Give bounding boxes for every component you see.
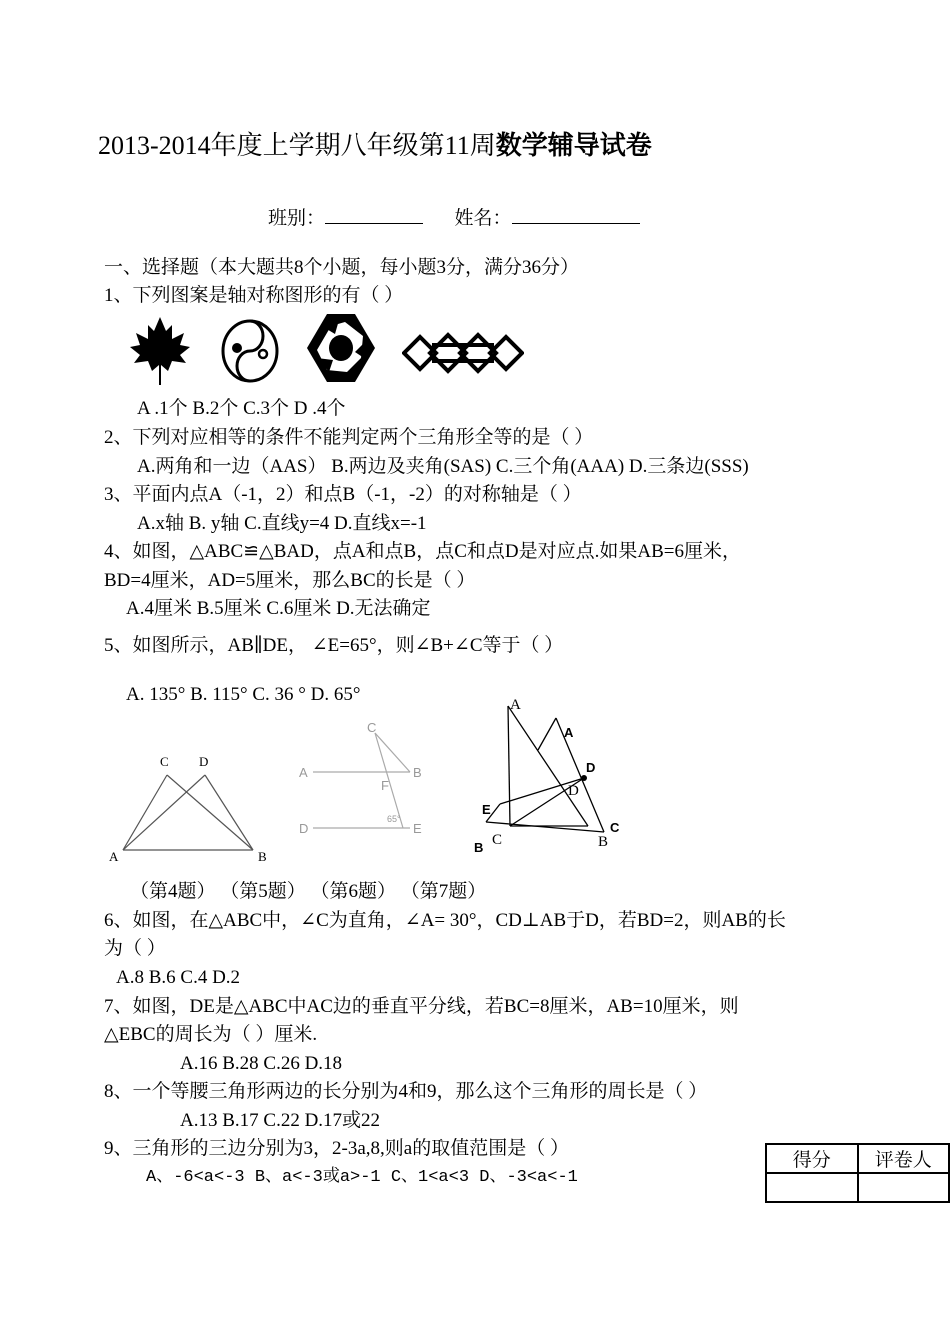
fig5-label-b: B bbox=[413, 765, 422, 780]
fig4-label-c: C bbox=[160, 754, 169, 769]
fig5-label-a: A bbox=[299, 765, 308, 780]
figure-captions: （第4题） （第5题） （第6题） （第7题） bbox=[130, 881, 487, 902]
hexagon-pattern-icon bbox=[305, 312, 377, 384]
score-label-cell: 得分 bbox=[766, 1144, 858, 1173]
fig6-label-c: C bbox=[492, 832, 503, 848]
question-3: 3、平面内点A（-1，2）和点B（-1，-2）的对称轴是（ ） bbox=[104, 484, 582, 505]
question-5-options: A. 135° B. 115° C. 36 ° D. 65° bbox=[126, 684, 361, 705]
question-6-line-2: 为（ ） bbox=[104, 938, 166, 959]
fig7-label-a: A bbox=[564, 725, 574, 740]
fig6-label-a: A bbox=[510, 697, 521, 713]
question-2-options: A.两角和一边（AAS） B.两边及夹角(SAS) C.三个角(AAA) D.三条边(SSS) bbox=[137, 456, 749, 477]
exam-title-bold: 数学辅导试卷 bbox=[495, 131, 652, 160]
maple-leaf-icon bbox=[128, 315, 192, 387]
question-9-options: A、-6<a<-3 B、a<-3或a>-1 C、1<a<3 D、-3<a<-1 bbox=[146, 1168, 578, 1187]
figure-q6-q7 bbox=[470, 692, 630, 860]
question-9: 9、三角形的三边分别为3，2-3a,8,则a的取值范围是（ ） bbox=[104, 1138, 569, 1159]
question-8-options: A.13 B.17 C.22 D.17或22 bbox=[180, 1110, 381, 1131]
question-4-options: A.4厘米 B.5厘米 C.6厘米 D.无法确定 bbox=[126, 598, 431, 619]
question-3-options: A.x轴 B. y轴 C.直线y=4 D.直线x=-1 bbox=[137, 513, 427, 534]
fig5-label-c: C bbox=[367, 720, 377, 735]
fig4-label-a: A bbox=[109, 849, 119, 864]
knot-pattern-icon bbox=[402, 328, 524, 378]
student-info-row bbox=[268, 203, 640, 231]
question-6-options: A.8 B.6 C.4 D.2 bbox=[116, 967, 241, 988]
name-label: 姓名： bbox=[454, 208, 512, 229]
exam-title bbox=[98, 130, 652, 162]
fig4-label-b: B bbox=[258, 849, 267, 864]
fig7-label-d: D bbox=[586, 760, 596, 775]
question-8: 8、一个等腰三角形两边的长分别为4和9，那么这个三角形的周长是（ ） bbox=[104, 1081, 708, 1102]
question-7-options: A.16 B.28 C.26 D.18 bbox=[180, 1053, 343, 1074]
fig5-angle-label: 65° bbox=[387, 814, 401, 824]
question-4-line-1: 4、如图，△ABC≌△BAD，点A和点B，点C和点D是对应点.如果AB=6厘米， bbox=[104, 541, 741, 562]
question-1: 1、下列图案是轴对称图形的有（ ） bbox=[104, 285, 404, 306]
score-table bbox=[765, 1143, 950, 1203]
yin-yang-icon bbox=[220, 318, 280, 384]
section-heading: 一、选择题（本大题共8个小题，每小题3分，满分36分） bbox=[104, 257, 580, 278]
question-4-line-2: BD=4厘米，AD=5厘米，那么BC的长是（ ） bbox=[104, 570, 476, 591]
figure-q4 bbox=[105, 750, 275, 865]
figure-q5 bbox=[295, 718, 435, 843]
grader-value-cell[interactable] bbox=[858, 1173, 950, 1202]
fig5-label-d: D bbox=[299, 821, 309, 836]
question-1-options: A .1个 B.2个 C.3个 D .4个 bbox=[137, 398, 346, 419]
grader-label-cell: 评卷人 bbox=[858, 1144, 950, 1173]
score-value-cell[interactable] bbox=[766, 1173, 858, 1202]
fig4-label-d: D bbox=[199, 754, 209, 769]
question-5: 5、如图所示，AB∥DE， ∠E=65°，则∠B+∠C等于（ ） bbox=[104, 635, 564, 656]
question-7-line-1: 7、如图，DE是△ABC中AC边的垂直平分线，若BC=8厘米，AB=10厘米，则 bbox=[104, 996, 739, 1017]
name-field[interactable] bbox=[512, 203, 640, 224]
fig6-label-d: D bbox=[568, 783, 579, 799]
fig7-label-c: C bbox=[610, 820, 620, 835]
fig7-label-e: E bbox=[482, 802, 491, 817]
fig5-label-e: E bbox=[413, 821, 422, 836]
class-field[interactable] bbox=[325, 203, 423, 224]
fig5-label-f: F bbox=[381, 778, 389, 793]
exam-title-main: 2013-2014年度上学期八年级第11周 bbox=[98, 131, 496, 160]
question-2: 2、下列对应相等的条件不能判定两个三角形全等的是（ ） bbox=[104, 427, 594, 448]
question-6-line-1: 6、如图，在△ABC中，∠C为直角，∠A= 30°，CD⊥AB于D，若BD=2，则AB的长 bbox=[104, 910, 786, 931]
fig6-label-b: B bbox=[598, 834, 609, 850]
fig7-label-b: B bbox=[474, 840, 484, 855]
question-7-line-2: △EBC的周长为（ ）厘米. bbox=[104, 1024, 318, 1045]
class-label: 班别： bbox=[268, 208, 326, 229]
